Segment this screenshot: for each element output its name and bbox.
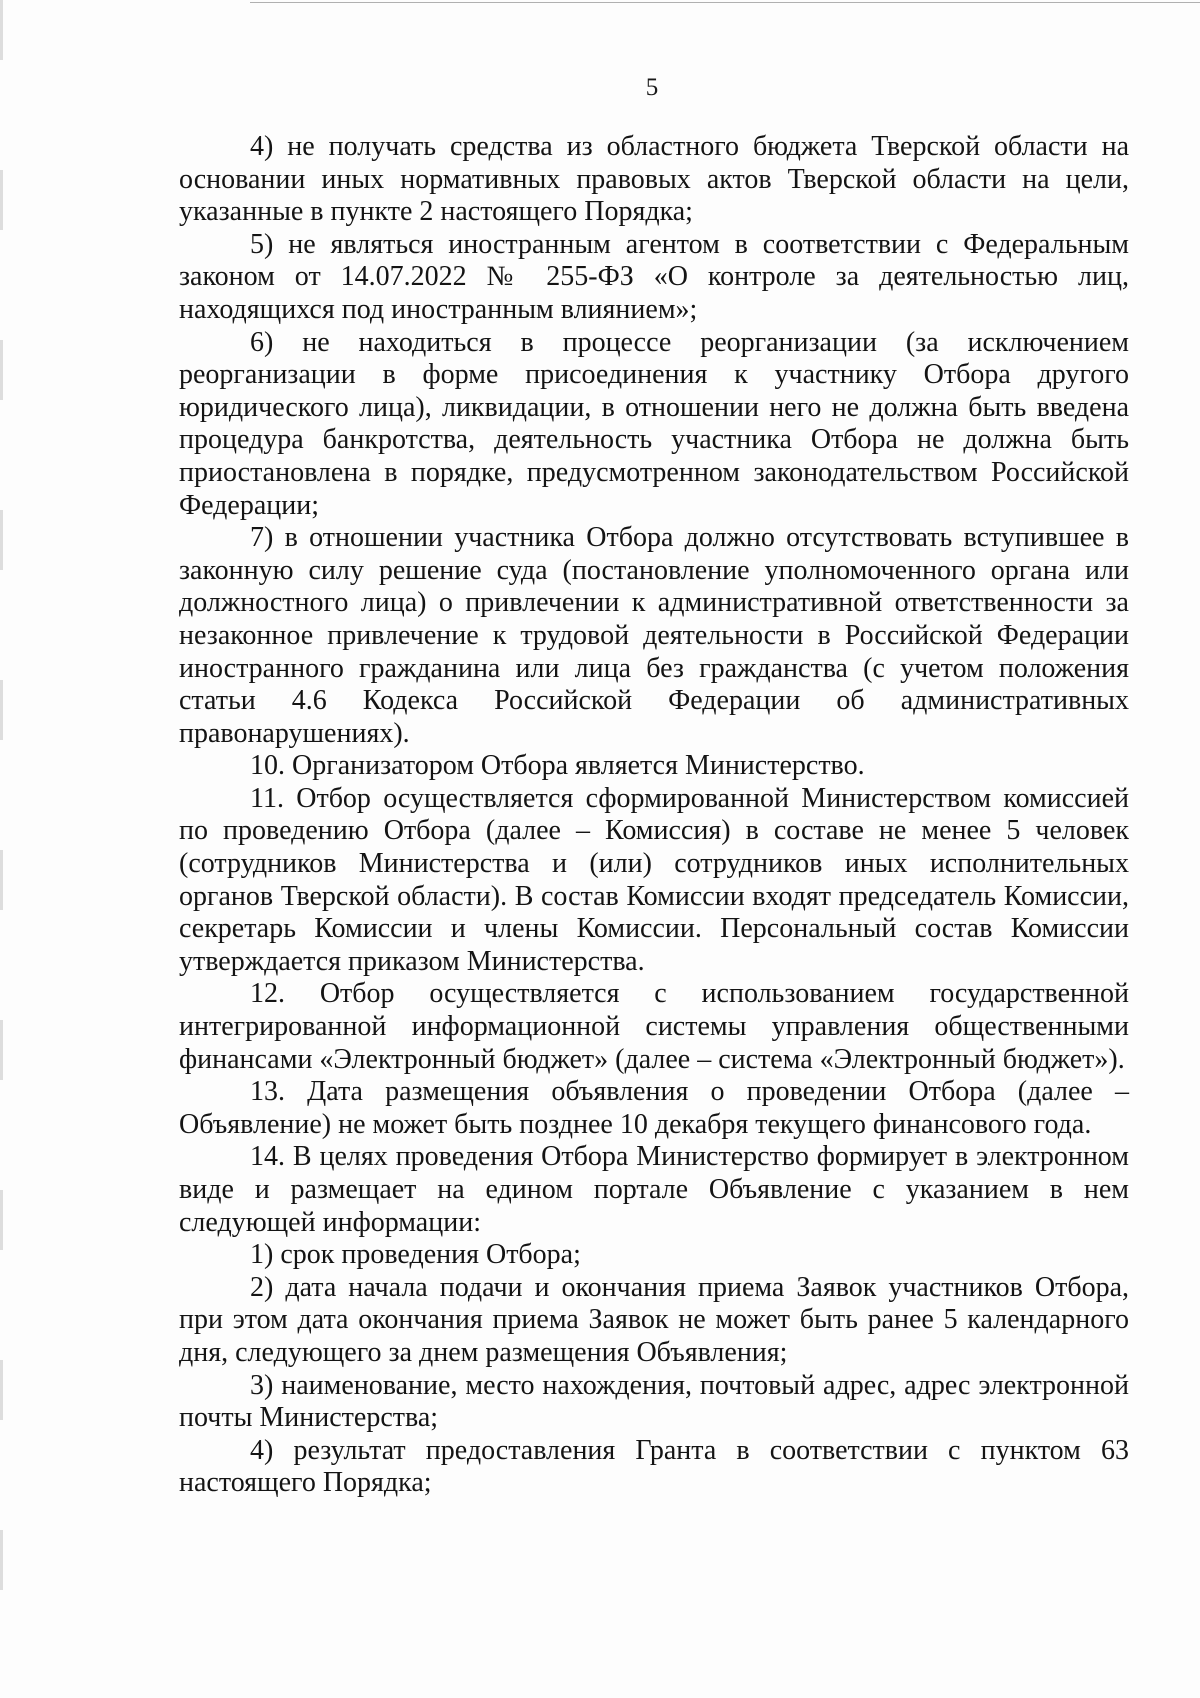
paragraph-item-6: 6) не находиться в процессе реорганизации (за исключением реорганизации в форме присоединения к участнику Отбора другого юридического лица), ликвидации, в отношении него не должна быть введена процедура банкротства, деятельность участника Отбора не должна быть приостановлена в порядке, предусмотренном законодательством Российской Федерации; [179,326,1129,521]
paragraph-clause-12: 12. Отбор осуществляется с использованием государственной интегрированной информационной системы управления общественными финансами «Электронный бюджет» (далее – система «Электронный бюджет»). [179,978,1129,1075]
scan-top-border [250,2,1200,3]
document-body [179,131,1129,1500]
scan-left-edge [0,0,3,1698]
paragraph-subitem-3: 3) наименование, место нахождения, почтовый адрес, адрес электронной почты Министерства; [179,1369,1129,1434]
paragraph-clause-11: 11. Отбор осуществляется сформированной Министерством комиссией по проведению Отбора (далее – Комиссия) в составе не менее 5 человек (сотрудников Министерства и (или) сотрудников иных исполнительных органов Тверской области). В состав Комиссии входят председатель Комиссии, секретарь Комиссии и члены Комиссии. Персональный состав Комиссии утверждается приказом Министерства. [179,782,1129,977]
paragraph-clause-13: 13. Дата размещения объявления о проведении Отбора (далее – Объявление) не может быть позднее 10 декабря текущего финансового года. [179,1076,1129,1140]
paragraph-item-7: 7) в отношении участника Отбора должно отсутствовать вступившее в законную силу решение суда (постановление уполномоченного органа или должностного лица) о привлечении к административной ответственности за незаконное привлечение к трудовой деятельности в Российской Федерации иностранного гражданина или лица без гражданства (с учетом положения статьи 4.6 Кодекса Российской Федерации об административных правонарушениях). [179,522,1129,749]
paragraph-subitem-2: 2) дата начала подачи и окончания приема Заявок участников Отбора, при этом дата окончания приема Заявок не может быть ранее 5 календарного дня, следующего за днем размещения Объявления; [179,1271,1129,1368]
paragraph-item-5: 5) не являться иностранным агентом в соответствии с Федеральным законом от 14.07.2022 № 255-ФЗ «О контроле за деятельностью лиц, находящихся под иностранным влиянием»; [179,228,1129,325]
paragraph-clause-10: 10. Организатором Отбора является Министерство. [250,750,865,782]
paragraph-subitem-1: 1) срок проведения Отбора; [250,1239,581,1271]
page-number: 5 [645,74,659,101]
paragraph-clause-14: 14. В целях проведения Отбора Министерство формирует в электронном виде и размещает на едином портале Объявление с указанием в нем следующей информации: [179,1141,1129,1238]
paragraph-item-4: 4) не получать средства из областного бюджета Тверской области на основании иных нормативных правовых актов Тверской области на цели, указанные в пункте 2 настоящего Порядка; [179,131,1129,228]
paragraph-subitem-4: 4) результат предоставления Гранта в соответствии с пунктом 63 настоящего Порядка; [179,1434,1129,1499]
